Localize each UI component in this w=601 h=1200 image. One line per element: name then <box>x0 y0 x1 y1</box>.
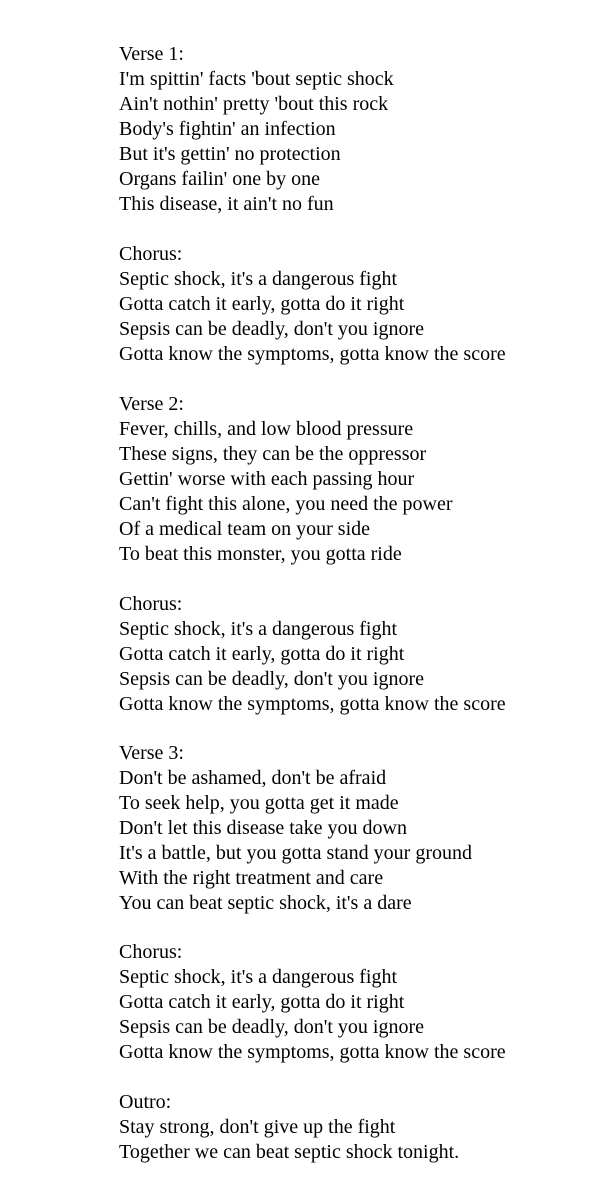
verse3-line-2: To seek help, you gotta get it made <box>119 792 399 814</box>
verse1-line-5: Organs failin' one by one <box>119 168 320 190</box>
verse2-line-4: Can't fight this alone, you need the power <box>119 493 453 515</box>
verse3-line-4: It's a battle, but you gotta stand your ground <box>119 842 472 864</box>
chorus3-line-1: Septic shock, it's a dangerous fight <box>119 966 397 988</box>
verse3-line-3: Don't let this disease take you down <box>119 817 407 839</box>
chorus2-heading: Chorus: <box>119 593 183 615</box>
verse1-line-1: I'm spittin' facts 'bout septic shock <box>119 68 394 90</box>
chorus1-line-2: Gotta catch it early, gotta do it right <box>119 293 405 315</box>
chorus2-line-2: Gotta catch it early, gotta do it right <box>119 643 405 665</box>
chorus1-line-3: Sepsis can be deadly, don't you ignore <box>119 318 425 340</box>
chorus3-line-2: Gotta catch it early, gotta do it right <box>119 991 405 1013</box>
verse1-line-4: But it's gettin' no protection <box>119 143 341 165</box>
verse2-line-1: Fever, chills, and low blood pressure <box>119 418 414 440</box>
chorus1-heading: Chorus: <box>119 243 183 265</box>
verse1-line-3: Body's fightin' an infection <box>119 118 336 140</box>
chorus2-line-4: Gotta know the symptoms, gotta know the score <box>119 693 506 715</box>
verse3-line-5: With the right treatment and care <box>119 867 384 889</box>
verse2-line-5: Of a medical team on your side <box>119 518 371 540</box>
chorus1-line-1: Septic shock, it's a dangerous fight <box>119 268 397 290</box>
outro-line-1: Stay strong, don't give up the fight <box>119 1116 396 1138</box>
verse3-heading: Verse 3: <box>119 742 184 764</box>
verse1-line-6: This disease, it ain't no fun <box>119 193 334 215</box>
verse3-line-6: You can beat septic shock, it's a dare <box>119 892 412 914</box>
chorus2-line-3: Sepsis can be deadly, don't you ignore <box>119 668 425 690</box>
outro-line-2: Together we can beat septic shock tonight. <box>119 1141 460 1163</box>
chorus3-heading: Chorus: <box>119 941 183 963</box>
chorus3-line-4: Gotta know the symptoms, gotta know the score <box>119 1041 506 1063</box>
verse2-line-3: Gettin' worse with each passing hour <box>119 468 415 490</box>
chorus3-line-3: Sepsis can be deadly, don't you ignore <box>119 1016 425 1038</box>
verse3-line-1: Don't be ashamed, don't be afraid <box>119 767 387 789</box>
chorus1-line-4: Gotta know the symptoms, gotta know the score <box>119 343 506 365</box>
verse2-line-6: To beat this monster, you gotta ride <box>119 543 402 565</box>
verse1-heading: Verse 1: <box>119 43 184 65</box>
outro-heading: Outro: <box>119 1091 172 1113</box>
verse2-heading: Verse 2: <box>119 393 184 415</box>
verse2-line-2: These signs, they can be the oppressor <box>119 443 427 465</box>
chorus2-line-1: Septic shock, it's a dangerous fight <box>119 618 397 640</box>
verse1-line-2: Ain't nothin' pretty 'bout this rock <box>119 93 389 115</box>
